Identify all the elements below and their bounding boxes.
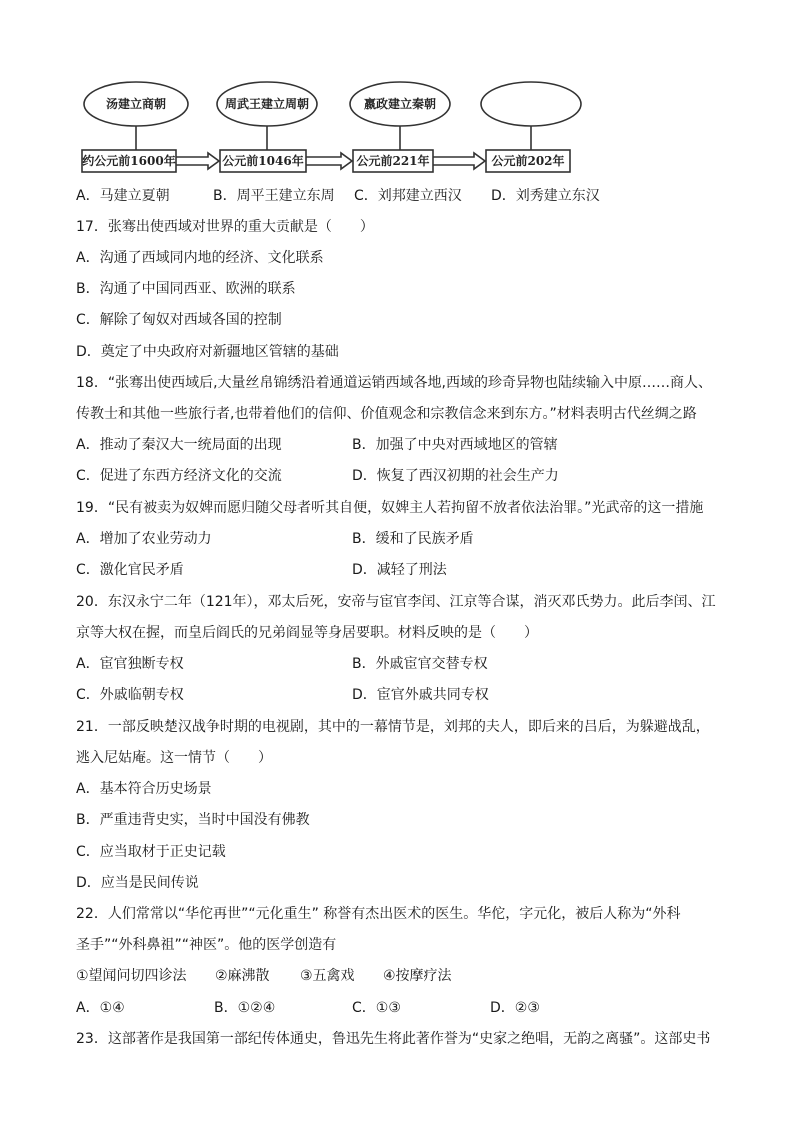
q22-item-1: ①望闻问切四诊法 xyxy=(76,968,187,984)
q17-stem: 17．张骞出使西域对世界的重大贡献是（ ） xyxy=(76,219,374,235)
q22-stem-line1: 22．人们常常以“华佗再世”“元化重生” 称誉有杰出医术的医生。华佗，字元化，被后人称为“外科 xyxy=(76,906,681,922)
arrow-2 xyxy=(306,153,352,169)
event-label-3: 嬴政建立秦朝 xyxy=(363,97,437,111)
q17-option-b[interactable]: B．沟通了中国同西亚、欧洲的联系 xyxy=(76,281,296,297)
q18-stem-line1: 18．“张骞出使西域后,大量丝帛锦绣沿着通道运销西域各地,西域的珍奇异物也陆续输入中原……商人、 xyxy=(76,375,712,391)
event-label-2: 周武王建立周朝 xyxy=(224,97,310,111)
q19-option-c[interactable]: C．激化官民矛盾 xyxy=(76,562,184,578)
q18-stem-line2: 传教士和其他一些旅行者,也带着他们的信仰、价值观念和宗教信念来到东方。”材料表明古代丝绸之路 xyxy=(76,406,697,422)
q22-option-d[interactable]: D．②③ xyxy=(490,1000,540,1016)
q22-stem-line2: 圣手”“外科鼻祖”“神医”。他的医学创造有 xyxy=(76,937,337,953)
q18-option-a[interactable]: A．推动了秦汉大一统局面的出现 xyxy=(76,437,282,453)
date-label-4: 公元前202年 xyxy=(491,154,565,168)
q20-option-c[interactable]: C．外戚临朝专权 xyxy=(76,687,184,703)
q19-option-a[interactable]: A．增加了农业劳动力 xyxy=(76,531,212,547)
q22-option-b[interactable]: B．①②④ xyxy=(214,1000,276,1016)
q21-option-a[interactable]: A．基本符合历史场景 xyxy=(76,781,212,797)
q20-stem-line2: 京等大权在握，而皇后阎氏的兄弟阎显等身居要职。材料反映的是（ ） xyxy=(76,625,538,641)
q20-stem-line1: 20．东汉永宁二年（121年），邓太后死，安帝与宦官李闰、江京等合谋，消灭邓氏势力。此后李闰、江 xyxy=(76,594,716,610)
date-label-2: 公元前1046年 xyxy=(222,154,304,168)
q22-item-3: ③五禽戏 xyxy=(300,968,355,984)
q16-option-b[interactable]: B．周平王建立东周 xyxy=(213,188,335,204)
q21-option-d[interactable]: D．应当是民间传说 xyxy=(76,875,199,891)
q17-option-c[interactable]: C．解除了匈奴对西域各国的控制 xyxy=(76,312,282,328)
q21-stem-line2: 逃入尼姑庵。这一情节（ ） xyxy=(76,750,272,766)
q19-stem: 19．“民有被卖为奴婢而愿归随父母者听其自便，奴婢主人若拘留不放者依法治罪。”光武帝的这一措施 xyxy=(76,500,704,516)
q21-option-c[interactable]: C．应当取材于正史记载 xyxy=(76,844,226,860)
q16-option-d[interactable]: D．刘秀建立东汉 xyxy=(491,188,600,204)
q19-option-d[interactable]: D．减轻了刑法 xyxy=(352,562,447,578)
arrow-1 xyxy=(176,153,219,169)
event-label-1: 汤建立商朝 xyxy=(105,97,167,111)
date-label-3: 公元前221年 xyxy=(356,154,430,168)
q22-item-4: ④按摩疗法 xyxy=(383,968,452,984)
q17-option-a[interactable]: A．沟通了西域同内地的经济、文化联系 xyxy=(76,250,324,266)
q18-option-b[interactable]: B．加强了中央对西域地区的管辖 xyxy=(352,437,558,453)
q17-option-d[interactable]: D．奠定了中央政府对新疆地区管辖的基础 xyxy=(76,344,339,360)
q20-option-a[interactable]: A．宦官独断专权 xyxy=(76,656,184,672)
q22-option-a[interactable]: A．①④ xyxy=(76,1000,125,1016)
q23-stem: 23．这部著作是我国第一部纪传体通史，鲁迅先生将此著作誉为“史家之绝唱，无韵之离骚”。这部史书 xyxy=(76,1031,711,1047)
q20-option-d[interactable]: D．宦官外戚共同专权 xyxy=(352,687,489,703)
date-label-1: 约公元前1600年 xyxy=(82,154,176,168)
q18-option-d[interactable]: D．恢复了西汉初期的社会生产力 xyxy=(352,468,559,484)
q21-stem-line1: 21．一部反映楚汉战争时期的电视剧，其中的一幕情节是，刘邦的夫人，即后来的吕后，为躲避战乱， xyxy=(76,719,710,735)
q22-item-2: ②麻沸散 xyxy=(215,968,270,984)
q16-option-c[interactable]: C．刘邦建立西汉 xyxy=(354,188,462,204)
q16-option-a[interactable]: A．马建立夏朝 xyxy=(76,188,170,204)
q20-option-b[interactable]: B．外戚宦官交替专权 xyxy=(352,656,488,672)
timeline-diagram xyxy=(80,78,720,178)
q21-option-b[interactable]: B．严重违背史实，当时中国没有佛教 xyxy=(76,812,310,828)
arrow-3 xyxy=(433,153,485,169)
q19-option-b[interactable]: B．缓和了民族矛盾 xyxy=(352,531,474,547)
q22-option-c[interactable]: C．①③ xyxy=(352,1000,401,1016)
event-ellipse-4 xyxy=(481,82,581,126)
q18-option-c[interactable]: C．促进了东西方经济文化的交流 xyxy=(76,468,282,484)
